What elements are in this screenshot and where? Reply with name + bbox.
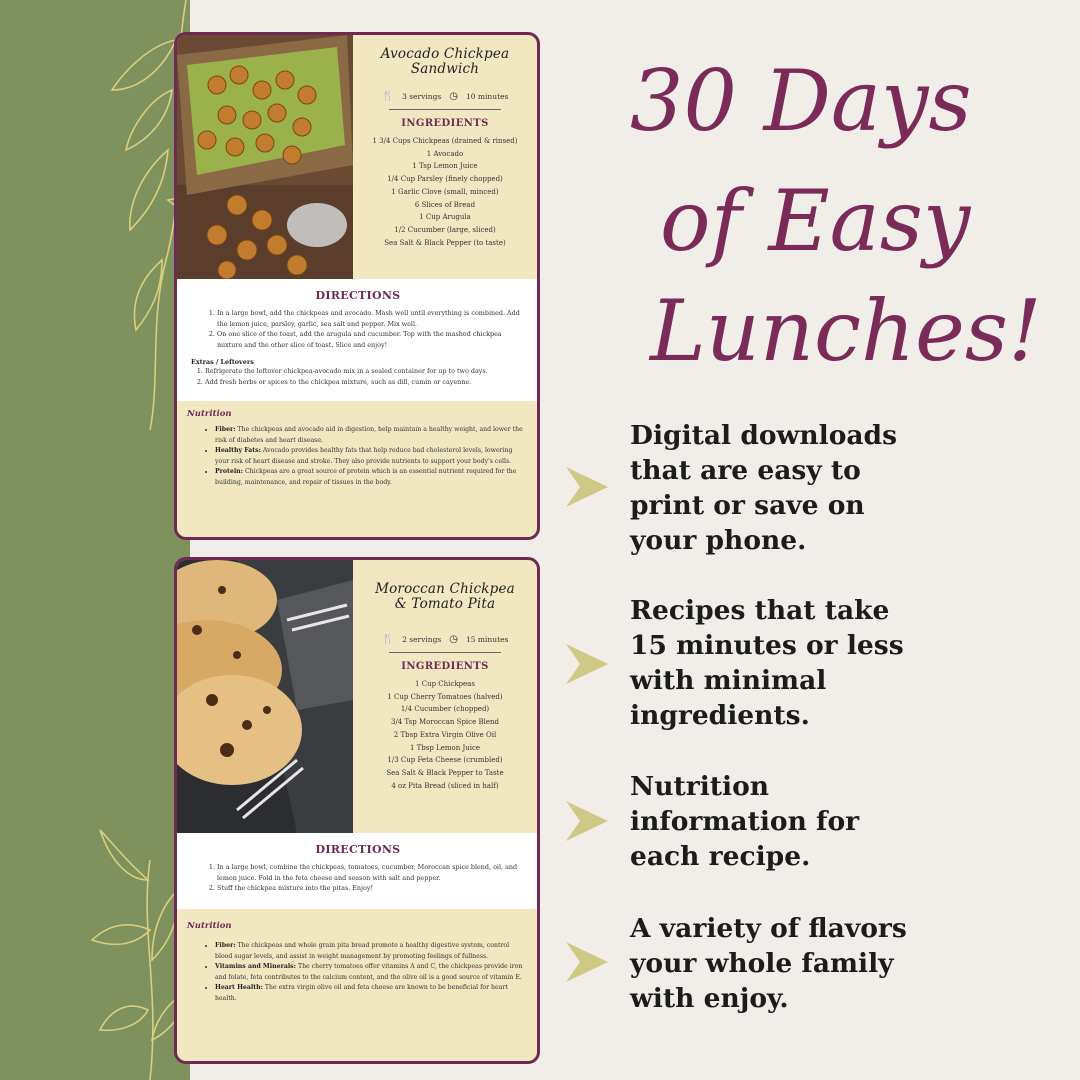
time-text: 10 minutes [465, 92, 509, 101]
directions-section [177, 833, 537, 909]
ingredients-heading: INGREDIENTS [401, 118, 489, 129]
direction-step: 1. In a large bowl, add the chickpeas and avocado. Mash well until everything is combined. Add the lemon juice, parsley, garlic, sea salt and pepper. Mix well. [217, 308, 525, 329]
nutrition-label: Healthy Fats: [215, 447, 261, 455]
ingredient-item: 1 Tsp Lemon Juice [412, 162, 478, 171]
ingredient-item: 3/4 Tsp Moroccan Spice Blend [391, 718, 499, 727]
chevron-right-icon [562, 640, 612, 688]
ingredient-item: 1/2 Cucumber (large, sliced) [394, 225, 496, 234]
ingredients-list [353, 678, 537, 792]
promo-title [600, 40, 1070, 390]
nutrition-text: The chickpeas and whole grain pita bread promote a healthy digestive system, control blood sugar levels, and assist in weight management by promoting feelings of fullness. [215, 942, 510, 960]
recipe-title: Moroccan Chickpea & Tomato Pita [375, 581, 515, 612]
nutrition-text: Avocado provides healthy fats that help reduce bad cholesterol levels, lowering your risk of heart disease and stroke. They also provide nutrients to support your body's cells. [215, 447, 513, 465]
ingredient-item: 1 Cup Cherry Tomatoes (halved) [387, 692, 503, 701]
ingredient-item: 4 oz Pita Bread (sliced in half) [391, 781, 499, 790]
extras-item: 2. Add fresh herbs or spices to the chickpea mixture, such as dill, cumin or cayenne. [205, 377, 525, 388]
servings-text: 3 servings [402, 92, 442, 101]
nutrition-label: Fiber: [215, 942, 236, 949]
nutrition-label: Vitamins and Minerals: [215, 963, 296, 971]
clock-icon: ◷ [449, 91, 458, 102]
ingredient-item: 1 Garlic Clove (small, minced) [391, 187, 499, 196]
nutrition-item [215, 941, 525, 962]
ingredient-item: 6 Slices of Bread [414, 200, 476, 209]
nutrition-section [177, 401, 537, 537]
ingredient-item: Sea Salt & Black Pepper (to taste) [384, 238, 506, 247]
directions-list [191, 308, 525, 350]
nutrition-item [215, 446, 525, 467]
divider [389, 652, 501, 653]
ingredient-item: Sea Salt & Black Pepper to Taste [386, 768, 504, 777]
nutrition-item [215, 425, 525, 446]
directions-list [191, 862, 525, 894]
extras-list [191, 366, 525, 387]
ingredients-heading: INGREDIENTS [401, 661, 489, 672]
directions-heading: DIRECTIONS [315, 843, 401, 856]
nutrition-label: Protein: [215, 468, 243, 476]
nutrition-text: The cherry tomatoes offer vitamins A and C, the chickpeas provide iron and folate, feta contributes to the calcium content, and the olive oil is a good source of vitamin E. [215, 963, 523, 981]
ingredient-item: 1/4 Cup Parsley (finely chopped) [387, 175, 503, 184]
ingredient-item: 1 Cup Chickpeas [415, 680, 475, 688]
nutrition-item [215, 983, 525, 1004]
clock-icon: ◷ [449, 634, 458, 645]
recipe-card-avocado [174, 32, 540, 540]
direction-step: 2. On one slice of the toast, add the arugula and cucumber. Top with the mashed chickpea mixture and the other slice of toast. Slice and enjoy! [217, 329, 525, 350]
title-line-2: of Easy [660, 172, 971, 270]
feature-text: Recipes that take 15 minutes or less with minimal ingredients. [630, 595, 904, 731]
recipe-photo-pita [177, 560, 353, 833]
nutrition-text: Chickpeas are a great source of protein which is an essential nutrient required for the building, maintenance, and repair of tissues in the body. [215, 468, 517, 486]
ingredient-item: 1/4 Cucumber (chopped) [400, 705, 490, 714]
nutrition-item [215, 962, 525, 983]
extras-item: 1. Refrigerate the leftover chickpea-avocado mix in a sealed container for up to two days. [205, 366, 525, 377]
extras-heading: Extras / Leftovers [191, 358, 254, 367]
ingredient-item: 1 Cup Arugula [419, 213, 471, 222]
servings-text: 2 servings [402, 635, 442, 644]
divider [389, 109, 501, 110]
nutrition-list [187, 425, 525, 489]
nutrition-text: The extra virgin olive oil and feta cheese are known to be beneficial for heart health. [215, 984, 508, 1002]
recipe-photo-chickpea-toast [177, 35, 353, 279]
feature-text: Nutrition information for each recipe. [630, 771, 860, 872]
title-line-3: Lunches! [650, 282, 1042, 380]
ingredient-item: 1 Avocado [426, 149, 464, 158]
ingredient-item: 1 Tbsp Lemon Juice [409, 743, 481, 752]
chevron-right-icon [562, 938, 612, 986]
utensils-icon: 🍴 [381, 634, 395, 645]
nutrition-label: Fiber: [215, 426, 236, 433]
chevron-right-icon [562, 797, 612, 845]
directions-section [177, 279, 537, 401]
recipe-title: Avocado Chickpea Sandwich [380, 46, 510, 77]
chevron-right-icon [562, 463, 612, 511]
ingredients-list [353, 135, 537, 249]
nutrition-text: The chickpeas and avocado aid in digestion, help maintain a healthy weight, and lower the risk of diabetes and heart disease. [215, 426, 523, 444]
directions-heading: DIRECTIONS [315, 289, 401, 302]
ingredient-item: 2 Tbsp Extra Virgin Olive Oil [393, 730, 497, 739]
title-line-1: 30 Days [630, 52, 972, 150]
ingredient-item: 1 3/4 Cups Chickpeas (drained & rinsed) [372, 137, 518, 145]
nutrition-list [187, 941, 525, 1005]
nutrition-item [215, 467, 525, 488]
recipe-card-moroccan [174, 557, 540, 1064]
nutrition-heading: Nutrition [187, 921, 232, 931]
nutrition-section [177, 909, 537, 1061]
ingredient-item: 1/3 Cup Feta Cheese (crumbled) [387, 756, 503, 765]
feature-text: A variety of flavors your whole family with enjoy. [630, 913, 907, 1014]
feature-text: Digital downloads that are easy to print or save on your phone. [630, 420, 897, 556]
time-text: 15 minutes [465, 635, 509, 644]
nutrition-label: Heart Health: [215, 984, 263, 992]
direction-step: 2. Stuff the chickpea mixture into the pitas. Enjoy! [217, 883, 525, 894]
direction-step: 1. In a large bowl, combine the chickpeas, tomatoes, cucumber, Moroccan spice blend, oil, and lemon juice. Fold in the feta cheese and season with salt and pepper. [217, 862, 525, 883]
utensils-icon: 🍴 [381, 91, 395, 102]
nutrition-heading: Nutrition [187, 409, 232, 419]
